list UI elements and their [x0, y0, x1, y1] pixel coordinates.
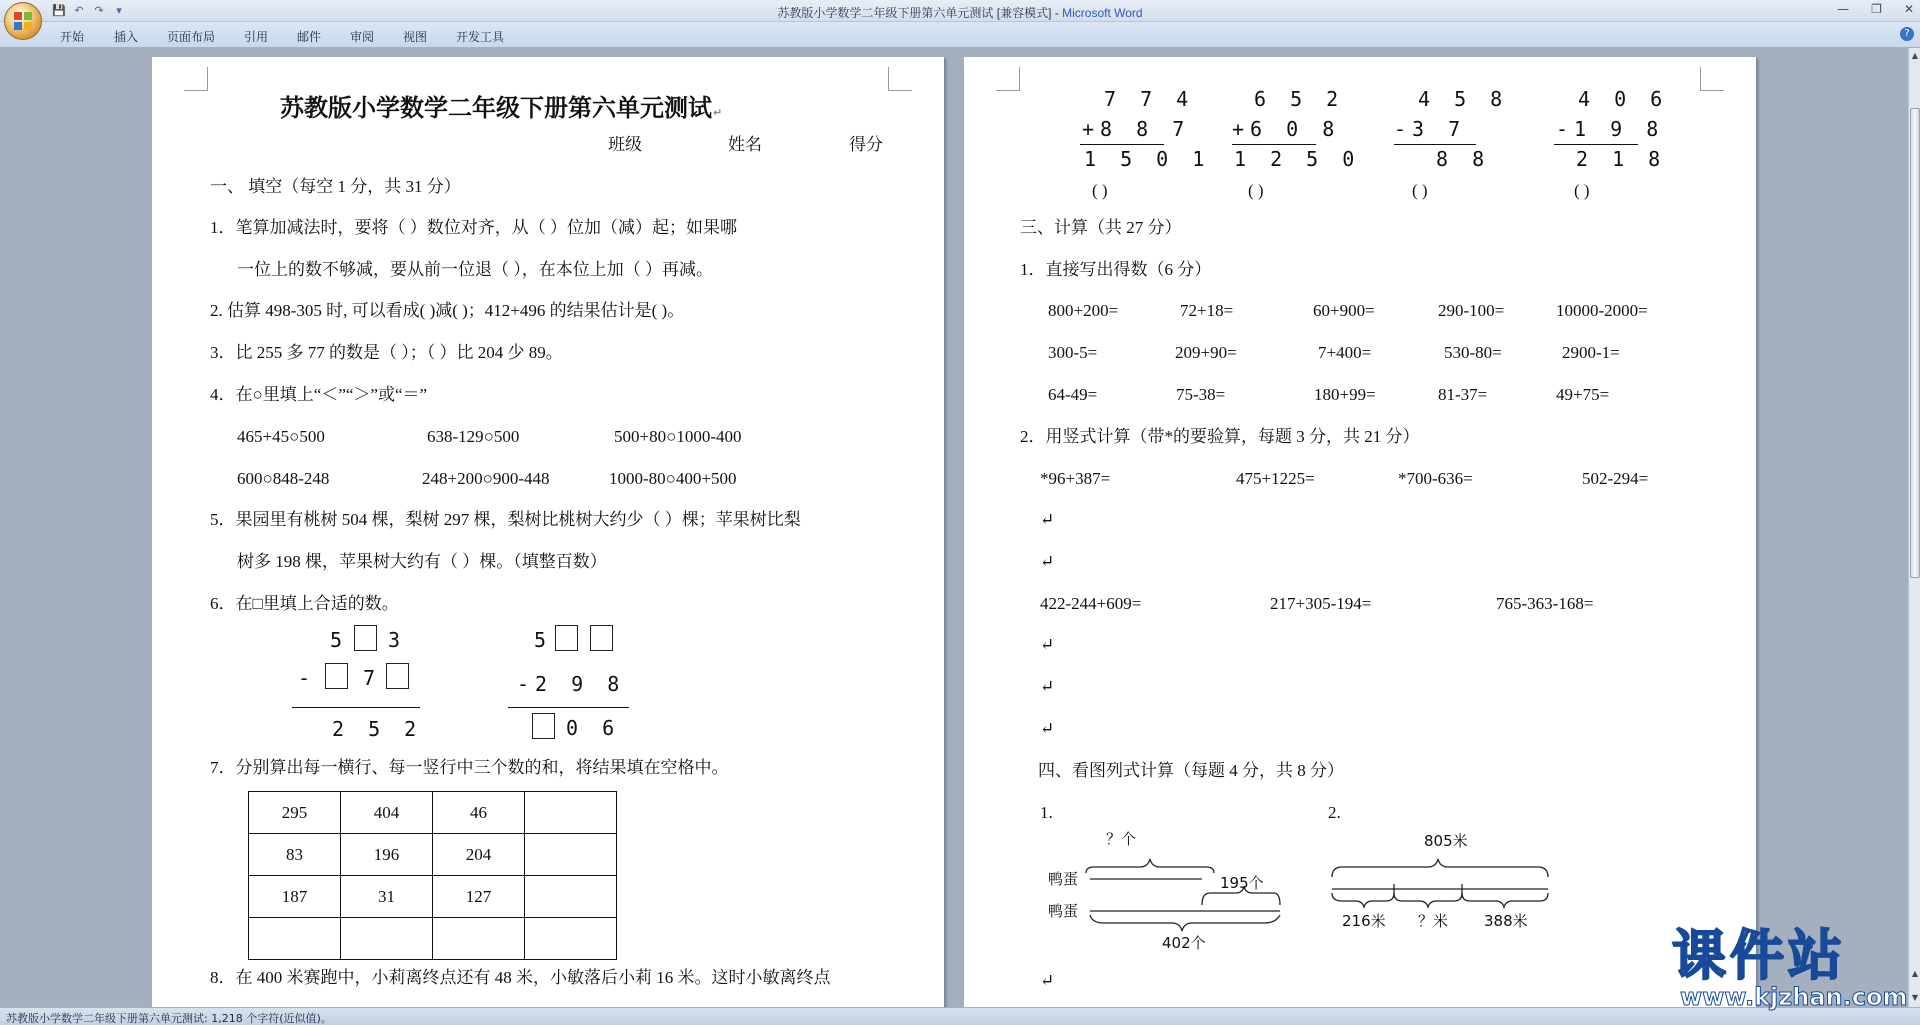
- calc-item: 2900-1=: [1562, 343, 1620, 362]
- q4-item: 465+45○500: [237, 427, 325, 446]
- col4-result: 2 1 8: [1576, 147, 1667, 171]
- close-button[interactable]: ✕: [1903, 2, 1914, 16]
- tab-view[interactable]: 视图: [403, 30, 428, 44]
- col3-top: 4 5 8: [1418, 87, 1509, 111]
- grid-answer-cell[interactable]: [341, 918, 433, 960]
- prev-page-icon[interactable]: ▲: [1911, 969, 1919, 978]
- sum-line: [508, 707, 629, 708]
- grid-answer-cell[interactable]: [525, 792, 617, 834]
- fig2-a: 216米: [1342, 912, 1386, 930]
- sum-line: [1232, 144, 1316, 145]
- watermark-url: www.kjzhan.com: [1680, 983, 1908, 1011]
- tab-developer[interactable]: 开发工具: [456, 30, 505, 44]
- brace-total: [1090, 915, 1280, 931]
- status-word-count[interactable]: 苏教版小学数学二年级下册第六单元测试: 1,218 个字符(近似值)。: [6, 1012, 332, 1025]
- paragraph-mark: ↵: [1040, 677, 1055, 696]
- v1-digit: 7: [363, 666, 382, 690]
- save-icon[interactable]: 💾: [52, 4, 66, 17]
- q1-line2: 一位上的数不够减，要从前一位退（ ），在本位上加（ ）再减。: [237, 260, 713, 279]
- fig1-diff: 195个: [1220, 874, 1264, 892]
- section-4-title: 四、看图列式计算（每题 4 分，共 8 分）: [1038, 761, 1344, 780]
- brace-top: [1086, 859, 1214, 873]
- answer-box[interactable]: [354, 625, 377, 651]
- minimize-button[interactable]: —: [1837, 2, 1850, 16]
- grid-cell: 196: [341, 834, 433, 876]
- col4-paren: ( ): [1574, 181, 1590, 200]
- undo-icon[interactable]: ↶: [74, 4, 84, 17]
- answer-box[interactable]: [590, 625, 613, 651]
- grid-cell: 404: [341, 792, 433, 834]
- fig2-c: 388米: [1484, 912, 1528, 930]
- tab-insert[interactable]: 插入: [114, 30, 139, 44]
- calc-item: 290-100=: [1438, 301, 1505, 320]
- col3-bottom: -3 7: [1394, 117, 1467, 141]
- document-title: 苏教版小学数学二年级下册第六单元测试 [兼容模式]: [777, 6, 1052, 20]
- vert-item: 765-363-168=: [1496, 594, 1594, 613]
- q8: 8．在 400 米赛跑中，小莉离终点还有 48 米，小敏落后小莉 16 米。这时小敏离终点: [210, 968, 831, 987]
- vertical-scrollbar[interactable]: [1908, 48, 1920, 1007]
- paragraph-mark: ↵: [1040, 510, 1055, 529]
- score-label: 得分: [849, 135, 883, 154]
- calc-item: 64-49=: [1048, 385, 1098, 404]
- site-watermark: [1666, 924, 1908, 1011]
- paragraph-mark: ↵: [1040, 971, 1055, 990]
- v1-digit: 5: [330, 628, 349, 652]
- q2: 2. 估算 498-305 时, 可以看成( )减( )；412+496 的结果估计是( )。: [210, 301, 685, 320]
- vert-item: *96+387=: [1040, 469, 1111, 488]
- grid-cell: 46: [433, 792, 525, 834]
- crop-mark: [888, 67, 912, 91]
- status-bar: [0, 1007, 1920, 1025]
- scroll-thumb[interactable]: [1910, 108, 1920, 578]
- problem-1-label: 1.: [1040, 803, 1053, 822]
- restore-button[interactable]: ❐: [1871, 2, 1882, 16]
- calc-item: 81-37=: [1438, 385, 1488, 404]
- calc-item: 49+75=: [1556, 385, 1610, 404]
- grid-answer-cell[interactable]: [525, 834, 617, 876]
- redo-icon[interactable]: ↷: [94, 4, 104, 17]
- office-logo-icon: [14, 12, 32, 30]
- fig2-b: ？米: [1418, 912, 1449, 930]
- section-1-title: 一、 填空（每空 1 分，共 31 分）: [210, 177, 461, 196]
- v2-result: 0 6: [566, 716, 621, 740]
- vert-item: 502-294=: [1582, 469, 1649, 488]
- app-name: Microsoft Word: [1062, 6, 1143, 20]
- calc-item: 75-38=: [1176, 385, 1226, 404]
- window-title: [0, 4, 1920, 21]
- q4-item: 500+80○1000-400: [614, 427, 742, 446]
- vert-item: 475+1225=: [1236, 469, 1315, 488]
- grid-answer-cell[interactable]: [525, 918, 617, 960]
- grid-answer-cell[interactable]: [249, 918, 341, 960]
- crop-mark: [1700, 67, 1724, 91]
- calc-item: 180+99=: [1314, 385, 1376, 404]
- col1-paren: ( ): [1092, 181, 1108, 200]
- col1-top: 7 7 4: [1104, 87, 1195, 111]
- col3-paren: ( ): [1412, 181, 1428, 200]
- s3-part2: 2．用竖式计算（带*的要验算，每题 3 分，共 21 分）: [1020, 427, 1420, 446]
- paragraph-mark: ↵: [713, 106, 723, 119]
- paragraph-mark: ↵: [1040, 552, 1055, 571]
- watermark-logo-text: 课件站: [1672, 924, 1846, 987]
- calc-item: 72+18=: [1180, 301, 1234, 320]
- grid-cell: 127: [433, 876, 525, 918]
- sum-line: [1080, 144, 1164, 145]
- title-separator: -: [1051, 6, 1063, 20]
- grid-cell: 187: [249, 876, 341, 918]
- q6: 6．在□里填上合适的数。: [210, 594, 399, 613]
- answer-box[interactable]: [532, 713, 555, 739]
- office-button[interactable]: [4, 2, 42, 40]
- calc-item: 530-80=: [1444, 343, 1502, 362]
- grid-cell: 204: [433, 834, 525, 876]
- paragraph-mark: ↵: [1040, 635, 1055, 654]
- fig1-chicken-label: 鸭蛋: [1048, 902, 1079, 920]
- help-icon[interactable]: ?: [1900, 27, 1914, 41]
- v1-operator: -: [298, 666, 317, 690]
- tab-home[interactable]: 开始: [60, 30, 85, 44]
- col4-top: 4 0 6: [1578, 87, 1669, 111]
- brace-c: [1462, 893, 1548, 907]
- q4-item: 248+200○900-448: [422, 469, 550, 488]
- col2-bottom: +6 0 8: [1232, 117, 1341, 141]
- fig1-question: ？个: [1106, 830, 1137, 848]
- next-page-icon[interactable]: ▼: [1911, 993, 1919, 1002]
- col2-top: 6 5 2: [1254, 87, 1345, 111]
- q1-line1: 1．笔算加减法时，要将（ ）数位对齐，从（ ）位加（减）起；如果哪: [210, 218, 737, 237]
- tab-references[interactable]: 引用: [244, 30, 269, 44]
- class-label: 班级: [608, 135, 642, 154]
- grid-answer-cell[interactable]: [433, 918, 525, 960]
- q4-item: 1000-80○400+500: [609, 469, 737, 488]
- calc-item: 209+90=: [1175, 343, 1237, 362]
- ribbon-tab-bar: [0, 22, 1920, 48]
- fig1-duck-label: 鸭蛋: [1048, 870, 1079, 888]
- s3-part1: 1．直接写出得数（6 分）: [1020, 260, 1212, 279]
- q5-line2: 树多 198 棵，苹果树大约有（ ）棵。（填整百数）: [237, 552, 607, 571]
- page-1[interactable]: [152, 57, 944, 1007]
- sum-line: [292, 707, 420, 708]
- crop-mark: [996, 67, 1020, 91]
- fig1-total: 402个: [1162, 934, 1206, 952]
- problem-2-label: 2.: [1328, 803, 1341, 822]
- doc-title: [280, 91, 722, 130]
- sum-line: [1554, 144, 1638, 145]
- calc-item: 300-5=: [1048, 343, 1098, 362]
- section-3-title: 三、计算（共 27 分）: [1020, 218, 1182, 237]
- v1-digit: 3: [388, 628, 407, 652]
- name-label: 姓名: [728, 135, 762, 154]
- calc-item: 7+400=: [1318, 343, 1372, 362]
- q7: 7．分别算出每一横行、每一竖行中三个数的和，将结果填在空格中。: [210, 758, 729, 777]
- brace-total: [1332, 859, 1548, 877]
- document-workspace: [0, 48, 1908, 1007]
- q4-item: 638-129○500: [427, 427, 520, 446]
- grid-cell: 295: [249, 792, 341, 834]
- v2-digit: 5: [534, 628, 553, 652]
- v1-result: 2 5 2: [332, 717, 423, 741]
- brace-a: [1332, 893, 1394, 907]
- fig2-total: 805米: [1424, 832, 1468, 850]
- q3: 3．比 255 多 77 的数是（ ）；（ ）比 204 少 89。: [210, 343, 563, 362]
- q5-line1: 5．果园里有桃树 504 棵，梨树 297 棵，梨树比桃树大约少（ ）棵；苹果树比梨: [210, 510, 801, 529]
- sum-line: [1394, 144, 1476, 145]
- brace-b: [1394, 893, 1462, 907]
- scroll-up-icon[interactable]: ▲: [1911, 51, 1919, 60]
- sum-grid: [248, 791, 617, 960]
- tab-page-layout[interactable]: 页面布局: [167, 30, 216, 44]
- vert-item: 422-244+609=: [1040, 594, 1142, 613]
- col1-result: 1 5 0 1: [1084, 147, 1211, 171]
- tab-mailings[interactable]: 邮件: [297, 30, 322, 44]
- paragraph-mark: ↵: [1040, 719, 1055, 738]
- calc-item: 800+200=: [1048, 301, 1119, 320]
- col1-bottom: +8 8 7: [1082, 117, 1191, 141]
- page-2[interactable]: [964, 57, 1756, 1007]
- col4-bottom: -1 9 8: [1556, 117, 1665, 141]
- q4-item: 600○848-248: [237, 469, 330, 488]
- crop-mark: [184, 67, 208, 91]
- grid-answer-cell[interactable]: [525, 876, 617, 918]
- col2-paren: ( ): [1248, 181, 1264, 200]
- answer-box[interactable]: [325, 663, 348, 689]
- window-controls: [1837, 2, 1914, 16]
- q4: 4．在○里填上“＜”“＞”或“＝”: [210, 385, 428, 404]
- vert-item: *700-636=: [1398, 469, 1473, 488]
- answer-box[interactable]: [555, 625, 578, 651]
- v2-subtrahend: -2 9 8: [517, 672, 626, 696]
- title-bar: [0, 0, 1920, 22]
- vert-item: 217+305-194=: [1270, 594, 1372, 613]
- grid-cell: 31: [341, 876, 433, 918]
- tab-review[interactable]: 审阅: [350, 30, 375, 44]
- answer-box[interactable]: [386, 663, 409, 689]
- doc-title-text: 苏教版小学数学二年级下册第六单元测试: [280, 94, 712, 122]
- customize-toolbar-icon[interactable]: ▾: [116, 4, 122, 17]
- col3-result: 8 8: [1436, 147, 1491, 171]
- calc-item: 60+900=: [1313, 301, 1375, 320]
- calc-item: 10000-2000=: [1556, 301, 1648, 320]
- grid-cell: 83: [249, 834, 341, 876]
- col2-result: 1 2 5 0: [1234, 147, 1361, 171]
